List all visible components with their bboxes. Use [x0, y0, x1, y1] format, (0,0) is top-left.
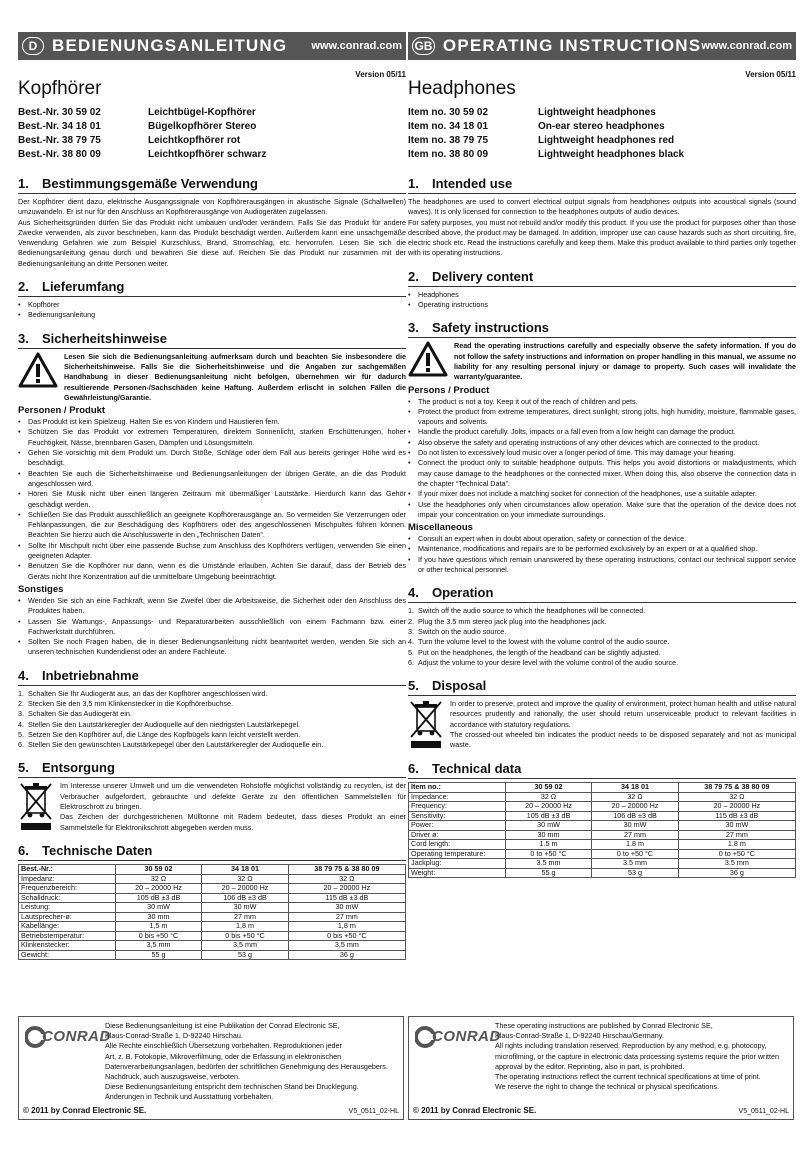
imprint-line: Klaus-Conrad-Straße 1, D-92240 Hirschau/Germany. [495, 1031, 664, 1041]
numbered-list [408, 606, 796, 668]
table-row [19, 950, 406, 960]
section-title: Safety instructions [432, 320, 550, 336]
table-row [409, 859, 796, 869]
bullet-list [18, 596, 406, 658]
table-row [409, 821, 796, 831]
subheading: Sonstiges [18, 583, 64, 595]
section-title: Delivery content [432, 268, 534, 284]
table-cell: 32 Ω [288, 874, 405, 884]
section-number: 1. [408, 176, 419, 191]
table-cell: 53 g [202, 950, 289, 960]
section-number: 3. [18, 330, 29, 346]
banner-title: OPERATING INSTRUCTIONS [442, 36, 702, 55]
item-row [18, 120, 406, 134]
section-title: Sicherheitshinweise [42, 330, 167, 346]
list-item: • Beachten Sie auch die Sicherheitshinweise und Bedienungsanleitungen der übrigen Geräte, an die das Produkt angeschlossen wird. [18, 469, 406, 490]
step-text: Stecken Sie den 3,5 mm Klinkenstecker in die Kopfhörerbuchse. [28, 698, 233, 708]
section-operation [18, 668, 406, 751]
paragraph: In order to preserve, protect and improve the quality of environment, protect human health and utilise natural resources prudently and rationally, the user should return unserviceable product to relevant facilities in accordance with statutory regulations. [450, 699, 796, 729]
logo-text: CONRAD [42, 1028, 111, 1045]
table-cell: 1.8 m [678, 840, 795, 850]
list-item [408, 606, 796, 616]
section-delivery-content [18, 279, 406, 321]
paragraph: Aus Sicherheitsgründen dürfen Sie das Produkt nicht umbauen und/oder verändern. Falls Sie das Produkt für andere Zwecke verwenden, als zuvor beschrieben, kann das Produkt beschädigt werden. Außerdem kann eine unsachgemäße Verwendung Gefahren wie zum Beispiel Kurzschluss, Brand, Stromschlag, etc. hervorrufen. Lesen Sie sich die Bedienungsanleitung genau durch und bewahren Sie diese auf. Reichen Sie das Produkt nur zusammen mit der Bedienungsanleitung an dritte Personen weiter. [18, 217, 406, 268]
item-description: Bügelkopfhörer Stereo [148, 121, 257, 132]
table-cell: 0 to +50 °C [505, 849, 592, 859]
item-number: Best.-Nr. 30 59 02 [18, 107, 101, 118]
disposal-box [18, 781, 406, 833]
copyright: © 2011 by Conrad Electronic SE. [23, 1106, 147, 1115]
section-heading-s4 [408, 585, 796, 603]
section-disposal [18, 760, 406, 833]
section-heading-s5 [408, 678, 796, 696]
website-url: www.conrad.com [311, 40, 402, 52]
section-technical-data [18, 843, 406, 960]
section-heading-s2 [408, 269, 796, 287]
table-cell: 1,8 m [288, 922, 405, 932]
table-cell: 27 mm [202, 912, 289, 922]
imprint-line: microfilming, or the capture in electronic data processing systems require the prior written [495, 1051, 780, 1061]
step-number: 6. [18, 740, 24, 750]
list-item: • Schützen Sie das Produkt vor extremen Temperaturen, direktem Sonnenlicht, starken Erschütterungen, hoher Feuchtigkeit, Nässe, brennbaren Gasen, Dämpfen und Lösungsmitteln. [18, 427, 406, 448]
step-text: Adjust the volume to your desire level with the volume control of the audio source. [418, 657, 679, 667]
numbered-list [18, 689, 406, 751]
table-cell: Schalldruck: [19, 893, 116, 903]
language-flag: GB [412, 37, 435, 55]
table-cell: 115 dB ±3 dB [678, 811, 795, 821]
section-title: Inbetriebnahme [42, 667, 139, 683]
item-row [18, 148, 406, 162]
section-title: Disposal [432, 678, 487, 694]
step-number: 3. [18, 709, 24, 719]
imprint-line: Datenverarbeitungsanlagen, bedürfen der schriftlichen Genehmigung des Herausgebers. [105, 1061, 388, 1071]
item-row [18, 134, 406, 148]
table-cell: 1.5 m [505, 840, 592, 850]
table-cell: Lautsprecher-ø: [19, 912, 116, 922]
table-cell: 30 mm [115, 912, 202, 922]
paragraph: Der Kopfhörer dient dazu, elektrische Ausgangssignale von Kopfhörerausgängen in akustische Signale (Schallwellen) umzuwandeln. Er ist nur für den Anschluss an Kopfhörerausgänge von Audiogeräten zugelassen. [18, 197, 406, 217]
table-header-cell: Best.-Nr.: [19, 865, 116, 875]
table-cell: 32 Ω [592, 792, 679, 802]
subheading: Persons / Product [408, 384, 490, 396]
section-heading-s6 [408, 761, 796, 779]
step-number: 4. [408, 637, 414, 647]
table-cell: 32 Ω [505, 792, 592, 802]
table-header-cell: 38 79 75 & 38 80 09 [288, 865, 405, 875]
version-label: Version 05/11 [745, 70, 796, 79]
table-cell: Driver ø: [409, 830, 506, 840]
step-number: 5. [18, 729, 24, 739]
item-number: Best.-Nr. 38 79 75 [18, 135, 101, 146]
bullet-list [18, 417, 406, 582]
disposal-text [450, 699, 796, 751]
table-cell: 3.5 mm [678, 859, 795, 869]
list-item: • Sollten Sie noch Fragen haben, die in dieser Bedienungsanleitung nicht beantwortet werden, wenden Sie sich an unseren technischen Kundendienst oder an andere Fachleute. [18, 637, 406, 658]
section-intended-use [18, 176, 406, 269]
table-cell: 115 dB ±3 dB [288, 893, 405, 903]
imprint-line: approval by the editor. Reprinting, also in part, is prohibited. [495, 1061, 685, 1071]
table-cell: 106 dB ±3 dB [202, 893, 289, 903]
table-cell: 27 mm [678, 830, 795, 840]
list-item: • Use the headphones only when circumstances allow operation. Make sure that the operation of the device does not impair your concentration on your immediate surroundings. [408, 500, 796, 521]
table-cell: 27 mm [288, 912, 405, 922]
disposal-box [408, 699, 796, 751]
list-item: • If you have questions which remain unanswered by these operating instructions, contact our technical support service or other technical personnel. [408, 555, 796, 576]
technical-data-table [408, 782, 796, 878]
table-cell: Frequency: [409, 802, 506, 812]
bullet-list [18, 300, 406, 321]
list-item [18, 699, 406, 709]
list-item: • Consult an expert when in doubt about operation, safety or connection of the device. [408, 534, 796, 544]
section-heading-s5 [18, 760, 406, 778]
table-cell: 1,8 m [202, 922, 289, 932]
list-item [18, 730, 406, 740]
imprint-line: Alle Rechte einschließlich Übersetzung vorbehalten. Reproduktionen jeder [105, 1041, 342, 1051]
table-cell: Frequenzbereich: [19, 884, 116, 894]
table-cell: 30 mm [505, 830, 592, 840]
warning-box [18, 352, 406, 403]
imprint-text [495, 1021, 789, 1092]
table-cell: 3.5 mm [592, 859, 679, 869]
section-heading-s3 [408, 320, 796, 338]
section-title: Lieferumfang [42, 279, 125, 295]
section-title: Entsorgung [42, 760, 115, 776]
table-header-row [409, 783, 796, 793]
table-cell: 0 to +50 °C [592, 849, 679, 859]
item-number: Item no. 34 18 01 [408, 121, 489, 132]
item-description: Lightweight headphones [538, 107, 656, 118]
product-title: Headphones [408, 78, 516, 99]
bullet-list [408, 290, 796, 311]
list-item: • Maintenance, modifications and repairs are to be performed exclusively by an expert or at a qualified shop. [408, 544, 796, 554]
list-item [408, 617, 796, 627]
step-text: Stellen Sie den gewünschten Lautstärkepegel über den Lautstärkeregler der Audioquelle ein. [28, 740, 324, 750]
table-cell: Kabellänge: [19, 922, 116, 932]
section-operation [408, 585, 796, 668]
list-item: • Do not listen to excessively loud music over a longer period of time. This may damage your hearing. [408, 448, 796, 458]
table-cell: 55 g [505, 868, 592, 878]
item-row [408, 134, 796, 148]
header-banner [18, 32, 406, 60]
table-cell: 0 to +50 °C [678, 849, 795, 859]
paragraph: The crossed-out wheeled bin indicates the product needs to be disposed separately and not as municipal waste. [450, 729, 796, 750]
section-title: Bestimmungsgemäße Verwendung [42, 176, 258, 191]
list-item: • Schließen Sie das Produkt ausschließlich an geeignete Kopfhörerausgänge an. So vermeiden Sie Verzerrungen oder Fehlanpassungen, die zur Beschädigung des Kopfhörers oder des angeschlossenen Mischpultes führen können. Beachten Sie hierzu auch die Anschlusswerte in den „Technischen Daten“. [18, 510, 406, 541]
step-text: Stellen Sie den Lautstärkeregler der Audioquelle auf den niedrigsten Lautstärkepegel. [28, 719, 301, 729]
list-item: • Connect the product only to suitable headphone outputs. This helps you avoid distortions or maladjustments, which may cause damage to the headphones or the connected mixer. When doing this, also observe the connection data in the chapter “Technical Data”. [408, 458, 796, 489]
banner-title: BEDIENUNGSANLEITUNG [52, 36, 288, 55]
disposal-text [60, 781, 406, 833]
table-cell: 55 g [115, 950, 202, 960]
table-header-cell: 38 79 75 & 38 80 09 [678, 783, 795, 793]
table-cell: Betriebstemperatur: [19, 931, 116, 941]
table-cell: 32 Ω [678, 792, 795, 802]
table-cell: 30 mW [115, 903, 202, 913]
table-cell: Sensitivity: [409, 811, 506, 821]
document-code: V5_0511_02-HL [348, 1108, 399, 1115]
section-number: 6. [408, 761, 419, 777]
section-number: 4. [408, 585, 419, 601]
imprint-line: The operating instructions reflect the current technical specifications at time of print. [495, 1072, 761, 1082]
table-cell: 1,5 m [115, 922, 202, 932]
table-cell: 30 mW [288, 903, 405, 913]
list-item: • Hören Sie Musik nicht über einen längeren Zeitraum mit übermäßiger Lautstärke. Hierdurch kann das Gehör geschädigt werden. [18, 489, 406, 510]
item-description: Leichtbügel-Kopfhörer [148, 107, 256, 118]
table-cell: 105 dB ±3 dB [115, 893, 202, 903]
list-item: • Gehen Sie vorsichtig mit dem Produkt um. Durch Stöße, Schläge oder dem Fall aus bereits geringer Höhe wird es beschädigt. [18, 448, 406, 469]
table-cell: Klinkenstecker: [19, 941, 116, 951]
item-description: Leichtkopfhörer rot [148, 135, 241, 146]
item-row [18, 106, 406, 120]
imprint-line: These operating instructions are published by Conrad Electronic SE, [495, 1021, 713, 1030]
step-number: 3. [408, 626, 414, 636]
section-disposal [408, 678, 796, 751]
crossed-bin-icon [408, 699, 444, 751]
step-text: Put on the headphones, the length of the headband can be slightly adjusted. [418, 647, 661, 657]
conrad-logo [25, 1025, 111, 1049]
list-item [408, 658, 796, 668]
warning-text: Read the operating instructions carefully and especially observe the safety information. If you do not follow the safety instructions and information on proper handling in this manual, we assume no liability for any resulting personal injury or damage to property. Such cases will invalidate the warranty/guarantee. [454, 341, 796, 382]
list-item [18, 740, 406, 750]
step-number: 1. [18, 688, 24, 698]
table-cell: 20 – 20000 Hz [505, 802, 592, 812]
step-text: Switch on the audio source. [418, 626, 507, 636]
item-description: Lightweight headphones red [538, 135, 675, 146]
imprint-line: Änderungen in Technik und Ausstattung vorbehalten. [105, 1092, 274, 1102]
version-label: Version 05/11 [355, 70, 406, 79]
list-item: • If your mixer does not include a matching socket for connection of the headphones, use a suitable adapter. [408, 489, 796, 499]
list-item [408, 627, 796, 637]
item-row [408, 120, 796, 134]
step-text: Setzen Sie den Kopfhörer auf, die Länge des Kopfbügels kann leicht verstellt werden. [28, 729, 301, 739]
step-number: 4. [18, 719, 24, 729]
section-intended-use [408, 176, 796, 259]
table-cell: 20 – 20000 Hz [592, 802, 679, 812]
section-heading-s2 [18, 279, 406, 297]
warning-box [408, 341, 796, 382]
list-item [18, 709, 406, 719]
section-number: 5. [408, 678, 419, 694]
step-number: 5. [408, 647, 414, 657]
step-text: Plug the 3.5 mm stereo jack plug into the headphones jack. [418, 616, 607, 626]
table-header-cell: 34 18 01 [592, 783, 679, 793]
table-cell: 20 – 20000 Hz [115, 884, 202, 894]
section-delivery-content [408, 269, 796, 311]
table-cell: Impedance: [409, 792, 506, 802]
table-cell: Jackplug: [409, 859, 506, 869]
imprint-line: Art, z. B. Fotokopie, Mikroverfilmung, oder die Erfassung in elektronischen [105, 1051, 342, 1061]
table-row [409, 868, 796, 878]
section-title: Intended use [432, 176, 513, 191]
section-title: Technische Daten [42, 843, 153, 859]
list-item: • Bedienungsanleitung [18, 310, 406, 320]
table-cell: 32 Ω [115, 874, 202, 884]
list-item: • Sollte Ihr Mischpult nicht über eine passende Buchse zum Anschluss des Kopfhörers verfügen, verwenden Sie einen geeigneten Adapter. [18, 541, 406, 562]
logo-text: CONRAD [432, 1028, 501, 1045]
table-cell: 53 g [592, 868, 679, 878]
section-heading-s3 [18, 331, 406, 349]
table-cell: 0 bis +50 °C [202, 931, 289, 941]
step-text: Schalten Sie Ihr Audiogerät aus, an das der Kopfhörer angeschlossen wird. [28, 688, 268, 698]
item-description: Leichtkopfhörer schwarz [148, 149, 267, 160]
step-text: Schalten Sie das Audiogerät ein. [28, 709, 132, 719]
list-item: • The product is not a toy. Keep it out of the reach of children and pets. [408, 397, 796, 407]
list-item: • Also observe the safety and operating instructions of any other devices which are connected to the product. [408, 438, 796, 448]
crossed-bin-icon [18, 781, 54, 833]
imprint-line: Diese Bedienungsanleitung entspricht dem technischen Stand bei Drucklegung. [105, 1082, 359, 1092]
step-text: Turn the volume level to the lowest with the volume control of the audio source. [418, 637, 670, 647]
section-number: 4. [18, 667, 29, 683]
section-heading-s6 [18, 843, 406, 861]
item-description: On-ear stereo headphones [538, 121, 665, 132]
english-footer [408, 1016, 794, 1120]
table-cell: 20 – 20000 Hz [202, 884, 289, 894]
table-cell: 20 – 20000 Hz [288, 884, 405, 894]
table-cell: 3,5 mm [115, 941, 202, 951]
copyright: © 2011 by Conrad Electronic SE. [413, 1106, 537, 1115]
section-technical-data [408, 761, 796, 878]
table-header-cell: 30 59 02 [115, 865, 202, 875]
table-cell: 30 mW [505, 821, 592, 831]
item-number: Best.-Nr. 38 80 09 [18, 149, 101, 160]
subheading: Miscellaneous [408, 522, 473, 534]
section-number: 6. [18, 843, 29, 859]
product-title: Kopfhörer [18, 78, 102, 99]
item-number-list [18, 106, 406, 162]
table-cell: 20 – 20000 Hz [678, 802, 795, 812]
table-header-cell: Item no.: [409, 783, 506, 793]
imprint-line: Diese Bedienungsanleitung ist eine Publikation der Conrad Electronic SE, [105, 1021, 340, 1030]
section-safety [408, 320, 796, 575]
list-item: • Headphones [408, 290, 796, 300]
table-cell: 3,5 mm [202, 941, 289, 951]
header-banner [408, 32, 796, 60]
list-item: • Handle the product carefully. Jolts, impacts or a fall even from a low height can damage the product. [408, 427, 796, 437]
section-title: Technical data [432, 761, 522, 777]
table-cell: 30 mW [592, 821, 679, 831]
section-heading-s1 [18, 176, 406, 194]
table-cell: Impedanz: [19, 874, 116, 884]
table-cell: 27 mm [592, 830, 679, 840]
subheading: Personen / Produkt [18, 405, 106, 417]
table-cell: 105 dB ±3 dB [505, 811, 592, 821]
list-item [408, 637, 796, 647]
list-item: • Operating instructions [408, 300, 796, 310]
table-cell: Power: [409, 821, 506, 831]
section-number: 2. [18, 279, 29, 295]
imprint-line: Klaus-Conrad-Straße 1, D-92240 Hirschau. [105, 1031, 243, 1041]
item-number-list [408, 106, 796, 162]
table-cell: Operating temperature: [409, 849, 506, 859]
table-cell: 30 mW [202, 903, 289, 913]
table-cell: 32 Ω [202, 874, 289, 884]
conrad-logo [415, 1025, 501, 1049]
imprint-line: All rights including translation reserved. Reproduction by any method, e.g. photocopy, [495, 1041, 767, 1051]
list-item [18, 720, 406, 730]
item-number: Item no. 38 80 09 [408, 149, 489, 160]
table-cell: 3.5 mm [505, 859, 592, 869]
language-flag: D [22, 37, 44, 55]
paragraph: For safety purposes, you must not rebuild and/or modify this product. If you use the product for purposes other than those described above, the product may be damaged. In addition, improper use can cause hazards such as short circuiting, fire, electric shock etc. Read the instructions carefully and keep them. Make this product available to third parties only together with its operating instructions. [408, 217, 796, 258]
table-row [409, 802, 796, 812]
item-number: Item no. 30 59 02 [408, 107, 489, 118]
list-item: • Benutzen Sie die Kopfhörer nur dann, wenn es die Umstände erlauben. Achten Sie darauf, dass der Betrieb des Geräts nicht Ihre Konzentration auf die unmittelbare Umgebung beeinträchtigt. [18, 561, 406, 582]
paragraph: Im Interesse unserer Umwelt und um die verwendeten Rohstoffe möglichst vollständig zu recyclen, ist der Verbraucher aufgefordert, gebrauchte und defekte Geräte zu den öffentlichen Sammelstellen für Elektroschrott zu bringen. [60, 781, 406, 812]
section-heading-s4 [18, 668, 406, 686]
section-number: 1. [18, 176, 29, 191]
table-cell: 3,5 mm [288, 941, 405, 951]
step-number: 2. [408, 616, 414, 626]
imprint-text [105, 1021, 399, 1103]
section-number: 5. [18, 760, 29, 776]
section-safety [18, 331, 406, 658]
section-heading-s1 [408, 176, 796, 194]
bullet-list [408, 534, 796, 575]
list-item [18, 689, 406, 699]
table-cell: 36 g [288, 950, 405, 960]
technical-data-table [18, 864, 406, 960]
table-cell: 1.8 m [592, 840, 679, 850]
step-number: 6. [408, 657, 414, 667]
table-cell: Cord length: [409, 840, 506, 850]
table-cell: Leistung: [19, 903, 116, 913]
table-cell: 30 mW [678, 821, 795, 831]
list-item: • Wenden Sie sich an eine Fachkraft, wenn Sie Zweifel über die Arbeitsweise, die Sicherheit oder den Anschluss des Produktes haben. [18, 596, 406, 617]
item-row [408, 106, 796, 120]
table-cell: 0 bis +50 °C [115, 931, 202, 941]
section-number: 3. [408, 320, 419, 336]
imprint-line: Nachdruck, auch auszugsweise, verboten. [105, 1072, 241, 1082]
table-header-cell: 34 18 01 [202, 865, 289, 875]
paragraph: Das Zeichen der durchgestrichenen Mülltonne mit Rädern bedeutet, dass dieses Produkt an einer Sammelstelle für Elektronikschrott abgegeben werden muss. [60, 812, 406, 832]
table-cell: 36 g [678, 868, 795, 878]
list-item: • Protect the product from extreme temperatures, direct sunlight, strong jolts, high humidity, moisture, flammable gases, vapours and solvents. [408, 407, 796, 428]
table-cell: Gewicht: [19, 950, 116, 960]
english-column [408, 32, 796, 878]
item-number: Best.-Nr. 34 18 01 [18, 121, 101, 132]
section-number: 2. [408, 268, 419, 284]
list-item: • Das Produkt ist kein Spielzeug. Halten Sie es von Kindern und Haustieren fern. [18, 417, 406, 427]
warning-icon [408, 341, 448, 377]
step-text: Switch off the audio source to which the headphones will be connected. [418, 606, 646, 616]
imprint-line: We reserve the right to change the technical or physical specifications. [495, 1082, 719, 1092]
list-item [408, 648, 796, 658]
warning-text: Lesen Sie sich die Bedienungsanleitung aufmerksam durch und beachten Sie insbesondere die Sicherheitshinweise. Falls Sie die Sicherheitshinweise und die Angaben zur sachgemäßen Handhabung in dieser Bedienungsanleitung nicht befolgen, übernehmen wir für dadurch resultierende Personen-/Sachschäden keine Haftung. Außerdem erlischt in solchen Fällen die Gewährleistung/Garantie. [64, 351, 406, 402]
step-number: 1. [408, 606, 414, 616]
list-item: • Lassen Sie Wartungs-, Anpassungs- und Reparaturarbeiten ausschließlich von einem Fachmann bzw. einer Fachwerkstatt durchführen. [18, 617, 406, 638]
item-number: Item no. 38 79 75 [408, 135, 489, 146]
table-row [409, 840, 796, 850]
table-cell: 106 dB ±3 dB [592, 811, 679, 821]
website-url: www.conrad.com [701, 40, 792, 52]
warning-icon [18, 352, 58, 388]
german-footer [18, 1016, 404, 1120]
step-number: 2. [18, 698, 24, 708]
paragraph: The headphones are used to convert electrical output signals from headphones outputs into acoustical signals (sound waves). It is only licensed for connection to the headphones outputs of audio devices. [408, 197, 796, 217]
table-cell: 0 bis +50 °C [288, 931, 405, 941]
bullet-list [408, 397, 796, 521]
list-item: • Kopfhörer [18, 300, 406, 310]
table-cell: Weight: [409, 868, 506, 878]
item-description: Lightweight headphones black [538, 149, 685, 160]
german-column [18, 32, 406, 960]
table-header-cell: 30 59 02 [505, 783, 592, 793]
section-title: Operation [432, 585, 494, 601]
item-row [408, 148, 796, 162]
document-code: V5_0511_02-HL [738, 1108, 789, 1115]
